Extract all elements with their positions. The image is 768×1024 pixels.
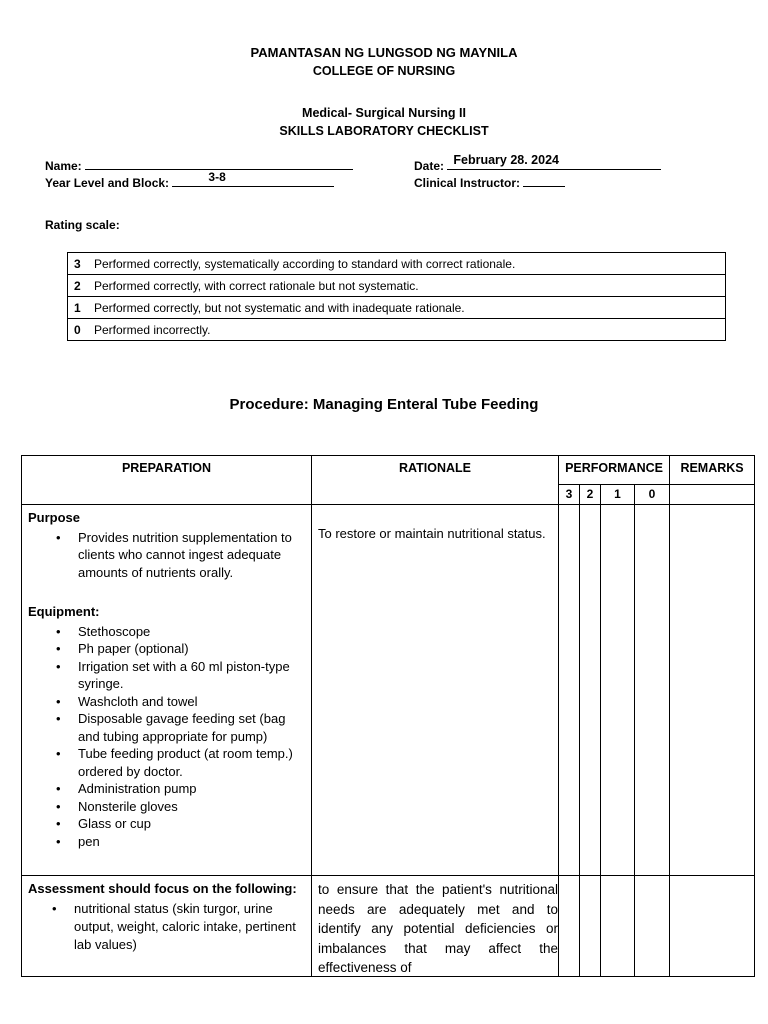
score-0-cell[interactable] [635,505,670,876]
score-1-cell[interactable] [601,876,635,977]
score-0-cell[interactable] [635,876,670,977]
course-name: Medical- Surgical Nursing II [302,106,466,120]
score-0-header: 0 [635,485,670,505]
rating-scale-table [67,252,726,341]
preparation-cell [22,505,312,876]
equipment-title: Equipment: [28,604,100,619]
list-item: • Ph paper (optional) [78,640,305,658]
rating-text: Performed correctly, with correct rationale but not systematic. [94,278,419,293]
remarks-cell[interactable] [670,505,755,876]
list-item: • Stethoscope [78,623,305,641]
assessment-title: Assessment should focus on the following: [28,881,297,896]
list-item: • Administration pump [78,780,305,798]
score-2-cell[interactable] [580,505,601,876]
score-3-header: 3 [559,485,580,505]
purpose-title: Purpose [28,510,81,525]
rating-scale-label: Rating scale: [45,218,120,232]
score-2-cell[interactable] [580,876,601,977]
instructor-row [414,174,565,191]
list-item: • Nonsterile gloves [78,798,305,816]
rating-text: Performed correctly, but not systematic and with inadequate rationale. [94,300,465,315]
list-item: • nutritional status (skin turgor, urine output, weight, caloric intake, pertinent lab values) [74,900,305,954]
rationale-header: RATIONALE [312,456,559,505]
rating-score: 1 [74,300,81,315]
document-header [0,44,768,80]
assessment-rationale-cell [312,876,559,977]
remarks-cell[interactable] [670,876,755,977]
purpose-list [28,529,305,582]
date-row [414,153,661,174]
instructor-label: Clinical Instructor: [414,176,521,190]
rating-score: 2 [74,278,81,293]
rating-score: 0 [74,322,81,337]
score-1-cell[interactable] [601,505,635,876]
list-item: • Glass or cup [78,815,305,833]
rating-text: Performed incorrectly. [94,322,211,337]
checklist-title: SKILLS LABORATORY CHECKLIST [279,124,489,138]
rating-row [68,319,726,341]
table-row [22,505,755,876]
university-name: PAMANTASAN NG LUNGSOD NG MAYNILA [250,45,518,60]
purpose-rationale-cell: To restore or maintain nutritional status. [312,505,559,876]
preparation-header: PREPARATION [22,456,312,505]
performance-header: PERFORMANCE [559,456,670,485]
table-row [22,876,755,977]
list-item: • Provides nutrition supplementation to clients who cannot ingest adequate amounts of nutrients orally. [78,529,305,582]
list-item: • Disposable gavage feeding set (bag and tubing appropriate for pump) [78,710,305,745]
procedure-title: Procedure: Managing Enteral Tube Feeding [229,396,539,413]
assessment-cell [22,876,312,977]
assessment-rationale-text: to ensure that the patient's nutritional needs are adequately met and to identify any potential deficiencies or imbalances that may affect the effectiveness of [318,882,558,975]
rating-text: Performed correctly, systematically according to standard with correct rationale. [94,256,516,271]
remarks-sub-header [670,485,755,505]
year-row [45,170,334,191]
rating-score: 3 [74,256,81,271]
year-field[interactable]: 3-8 [172,174,334,187]
score-3-cell[interactable] [559,505,580,876]
course-header [0,104,768,140]
assessment-list [28,900,305,954]
list-item: • Tube feeding product (at room temp.) ordered by doctor. [78,745,305,780]
list-item: • Irrigation set with a 60 ml piston-type syringe. [78,658,305,693]
list-item: • pen [78,833,305,851]
rating-row [68,275,726,297]
remarks-header: REMARKS [670,456,755,485]
score-3-cell[interactable] [559,876,580,977]
score-2-header: 2 [580,485,601,505]
instructor-field[interactable] [523,174,565,187]
rating-row [68,297,726,319]
college-name: COLLEGE OF NURSING [312,64,456,78]
checklist-table [21,455,755,977]
date-field[interactable]: February 28. 2024 [447,157,661,170]
equipment-list [28,623,305,851]
year-label: Year Level and Block: [45,176,170,190]
header-row [22,456,755,485]
rating-row [68,253,726,275]
name-label: Name: [45,159,82,173]
score-1-header: 1 [601,485,635,505]
name-row [45,157,353,174]
list-item: • Washcloth and towel [78,693,305,711]
date-label: Date: [414,159,445,173]
